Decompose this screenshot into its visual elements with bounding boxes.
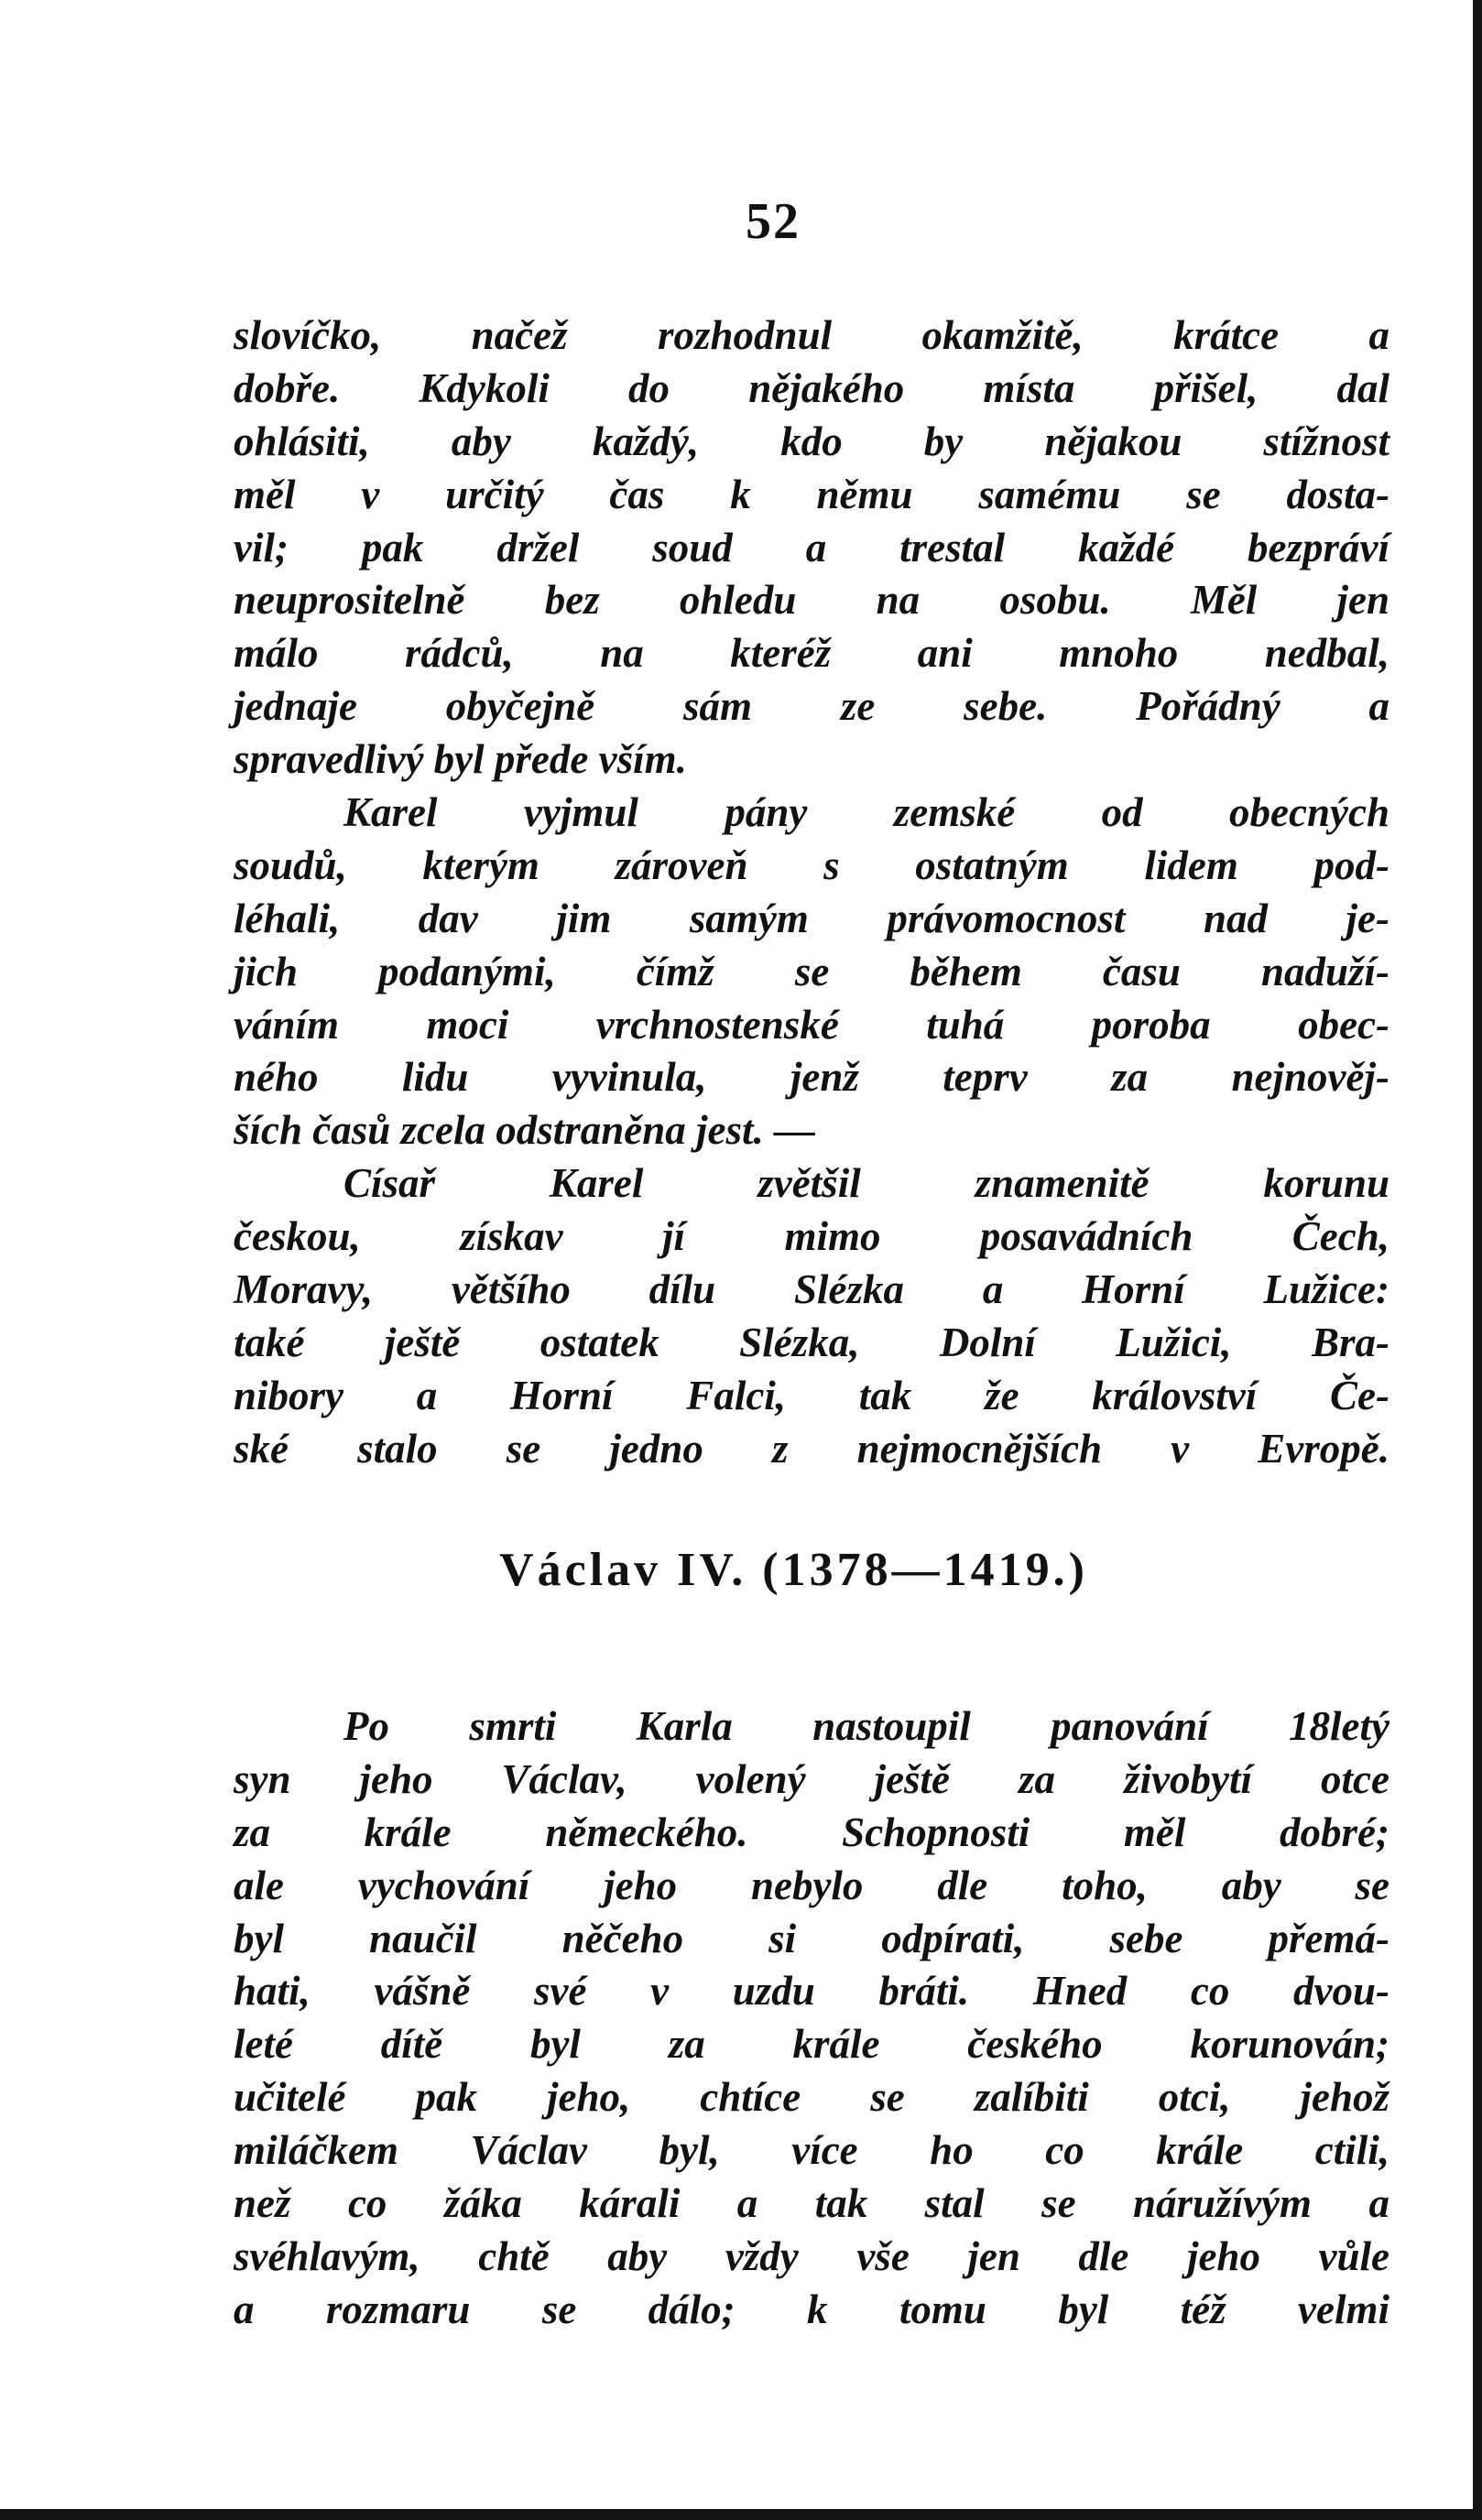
text-line: měl v určitý čas k němu samému se dosta- bbox=[234, 471, 1389, 517]
text-line: Karel vyjmul pány zemské od obecných bbox=[343, 789, 1389, 836]
text-line: byl naučil něčeho si odpírati, sebe přemá- bbox=[234, 1915, 1389, 1961]
text-line: nibory a Horní Falci, tak že království Če- bbox=[234, 1372, 1389, 1418]
text-line: učitelé pak jeho, chtíce se zalíbiti otci, jehož bbox=[234, 2074, 1389, 2121]
text-line: Císař Karel zvětšil znamenitě korunu bbox=[343, 1160, 1389, 1207]
text-line: miláčkem Václav byl, více ho co krále ctili, bbox=[234, 2127, 1389, 2174]
text-line: ších časů zcela odstraněna jest. — bbox=[234, 1107, 816, 1154]
paragraph-block-one bbox=[234, 310, 1389, 1476]
text-line: neuprositelně bez ohledu na osobu. Měl jen bbox=[234, 577, 1389, 624]
text-line: váním moci vrchnostenské tuhá poroba obec- bbox=[234, 1001, 1389, 1048]
text-line: spravedlivý byl přede vším. bbox=[234, 736, 687, 783]
text-line: léhali, dav jim samým právomocnost nad je- bbox=[234, 895, 1389, 941]
text-line: ale vychování jeho nebylo dle toho, aby se bbox=[234, 1862, 1389, 1908]
text-line: také ještě ostatek Slézka, Dolní Lužici, Bra- bbox=[234, 1319, 1389, 1365]
text-line: českou, získav jí mimo posavádních Čech, bbox=[234, 1213, 1389, 1260]
section-heading: Václav IV. (1378—1419.) bbox=[499, 1544, 1088, 1596]
text-line: ské stalo se jedno z nejmocnějších v Evropě. bbox=[234, 1425, 1389, 1472]
page-number: 52 bbox=[746, 193, 801, 250]
text-line: ného lidu vyvinula, jenž teprv za nejnověj- bbox=[234, 1054, 1389, 1101]
text-line: leté dítě byl za krále českého korunován; bbox=[234, 2021, 1389, 2068]
text-line: a rozmaru se dálo; k tomu byl též velmi bbox=[234, 2286, 1389, 2332]
text-line: dobře. Kdykoli do nějakého místa přišel, dal bbox=[234, 364, 1389, 411]
text-line: jednaje obyčejně sám ze sebe. Pořádný a bbox=[234, 683, 1389, 730]
text-line: málo rádců, na kteréž ani mnoho nedbal, bbox=[234, 630, 1389, 677]
text-line: než co žáka kárali a tak stal se náružívým a bbox=[234, 2180, 1389, 2227]
text-line: soudů, kterým zároveň s ostatným lidem pod- bbox=[234, 842, 1389, 888]
text-line: hati, vášně své v uzdu bráti. Hned co dvou- bbox=[234, 1968, 1389, 2015]
text-line: ohlásiti, aby každý, kdo by nějakou stížnost bbox=[234, 418, 1389, 464]
text-line: za krále německého. Schopnosti měl dobré; bbox=[234, 1809, 1389, 1855]
page-edge-bottom bbox=[0, 2509, 1482, 2520]
paragraph-block-two bbox=[234, 1700, 1389, 2337]
text-line: vil; pak držel soud a trestal každé bezpráví bbox=[234, 524, 1389, 570]
text-line: Moravy, většího dílu Slézka a Horní Lužice: bbox=[234, 1266, 1389, 1313]
text-line: Po smrti Karla nastoupil panování 18letý bbox=[343, 1703, 1389, 1749]
page-edge-right bbox=[1473, 0, 1482, 2520]
text-line: jich podanými, čímž se během času naduží- bbox=[234, 948, 1389, 994]
text-line: syn jeho Václav, volený ještě za živobytí otce bbox=[234, 1755, 1389, 1802]
text-line: svéhlavým, chtě aby vždy vše jen dle jeho vůle bbox=[234, 2232, 1389, 2279]
text-line: slovíčko, načež rozhodnul okamžitě, krátce a bbox=[234, 312, 1389, 358]
